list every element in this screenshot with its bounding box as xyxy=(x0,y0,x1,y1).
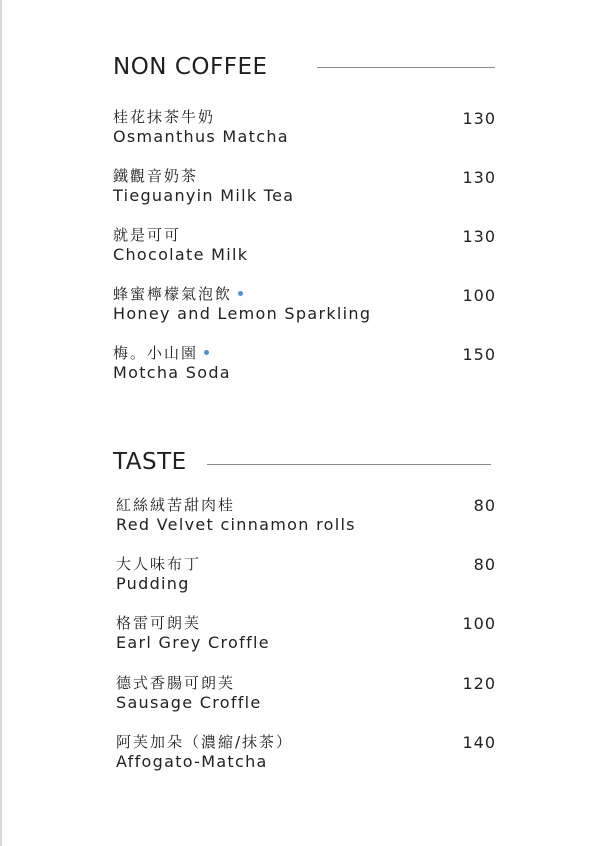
item-price: 130 xyxy=(462,109,496,128)
item-name-cn: 梅。小山園 xyxy=(113,344,199,362)
item-name-en: Affogato-Matcha xyxy=(116,752,268,771)
item-name-cn: 鐵觀音奶茶 xyxy=(113,167,199,185)
item-price: 150 xyxy=(462,345,496,364)
item-name-cn: 桂花抹茶牛奶 xyxy=(113,108,216,126)
section-title: NON COFFEE xyxy=(113,54,268,80)
page-edge xyxy=(0,0,2,846)
menu-item xyxy=(116,732,293,772)
menu-item xyxy=(113,343,231,383)
item-price: 130 xyxy=(462,168,496,187)
item-price: 100 xyxy=(462,286,496,305)
menu-item xyxy=(113,107,289,147)
item-name-cn: 紅絲絨苦甜肉桂 xyxy=(116,496,236,514)
menu-item xyxy=(116,495,356,535)
menu-item xyxy=(116,673,262,713)
item-name-cn: 格雷可朗芙 xyxy=(116,614,202,632)
section-divider xyxy=(317,67,495,68)
item-price: 100 xyxy=(462,614,496,633)
item-name-en: Chocolate Milk xyxy=(113,245,249,264)
item-name-cn: 就是可可 xyxy=(113,226,182,244)
recommend-dot-icon xyxy=(204,350,209,355)
item-name-cn: 大人味布丁 xyxy=(116,555,202,573)
item-name-en: Osmanthus Matcha xyxy=(113,127,289,146)
menu-item xyxy=(113,284,371,324)
item-name-cn: 阿芙加朵（濃縮/抹茶） xyxy=(116,733,294,751)
menu-item xyxy=(116,554,201,594)
recommend-dot-icon xyxy=(238,291,243,296)
section-title: TASTE xyxy=(113,449,187,475)
menu-item xyxy=(113,225,248,265)
item-price: 80 xyxy=(473,555,496,574)
section-divider xyxy=(207,464,491,465)
item-name-cn: 蜂蜜檸檬氣泡飲 xyxy=(113,285,233,303)
item-name-cn: 德式香腸可朗芙 xyxy=(116,674,236,692)
item-name-en: Motcha Soda xyxy=(113,363,231,382)
item-name-en: Honey and Lemon Sparkling xyxy=(113,304,372,323)
item-name-en: Red Velvet cinnamon rolls xyxy=(116,515,356,534)
item-price: 140 xyxy=(462,733,496,752)
item-price: 120 xyxy=(462,674,496,693)
item-name-en: Sausage Croffle xyxy=(116,693,262,712)
menu-item xyxy=(113,166,294,206)
menu-item xyxy=(116,613,270,653)
item-price: 80 xyxy=(473,496,496,515)
item-name-en: Earl Grey Croffle xyxy=(116,633,270,652)
item-price: 130 xyxy=(462,227,496,246)
item-name-en: Pudding xyxy=(116,574,190,593)
item-name-en: Tieguanyin Milk Tea xyxy=(113,186,295,205)
